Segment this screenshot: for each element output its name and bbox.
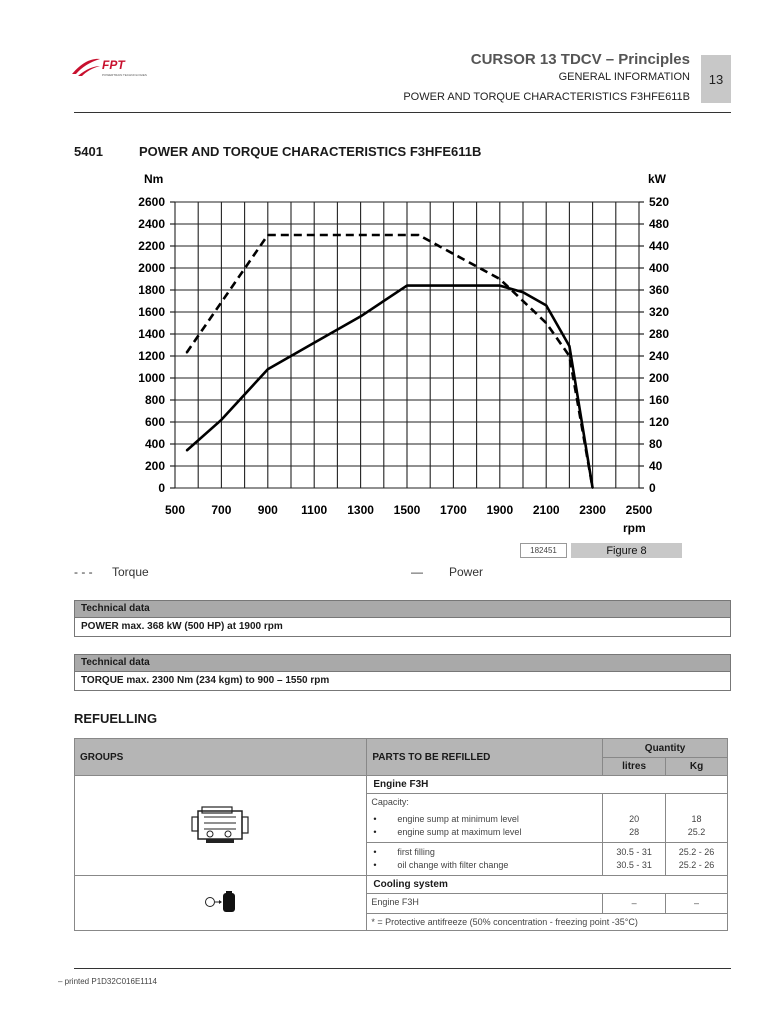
right-tick-label: 480 <box>649 217 670 231</box>
cooling-kg: – <box>666 894 728 914</box>
left-axis-label: Nm <box>144 172 164 186</box>
page-title: CURSOR 13 TDCV – Principles <box>470 51 690 68</box>
fill-kg: 25.2 - 26 25.2 - 26 <box>666 843 728 876</box>
left-tick-label: 2000 <box>138 261 165 275</box>
list-item: • engine sump at maximum level <box>373 827 522 837</box>
cooling-group-cell <box>75 876 367 931</box>
right-tick-label: 200 <box>649 371 670 385</box>
x-tick-label: 2500 <box>625 503 653 517</box>
footer-divider <box>74 968 731 969</box>
left-tick-label: 1400 <box>138 327 165 341</box>
right-tick-label: 160 <box>649 393 670 407</box>
left-tick-label: 0 <box>158 481 165 495</box>
right-tick-label: 0 <box>649 481 656 495</box>
legend-power-label: Power <box>449 565 484 579</box>
tech-data-power <box>74 600 731 637</box>
cooling-litres: – <box>603 894 666 914</box>
left-tick-label: 1800 <box>138 283 165 297</box>
capacity-label: Capacity: <box>367 794 603 811</box>
tech-data-torque <box>74 654 731 691</box>
x-tick-label: 900 <box>257 503 278 517</box>
right-tick-label: 240 <box>649 349 670 363</box>
logo-subtext: POWERTRAIN TECHNOLOGIES <box>102 73 147 77</box>
figure-id: 182451 <box>520 543 567 558</box>
power-point <box>360 316 362 318</box>
section-number: 5401 <box>74 144 103 159</box>
antifreeze-footnote: * = Protective antifreeze (50% concentration - freezing point -35°C) <box>367 914 728 931</box>
x-tick-label: 700 <box>211 503 232 517</box>
torque-point <box>267 234 269 236</box>
list-item: • first filling <box>373 847 435 857</box>
right-tick-label: 320 <box>649 305 670 319</box>
x-tick-label: 2300 <box>579 503 606 517</box>
header-subtitle-topic: POWER AND TORQUE CHARACTERISTICS F3HFE611B <box>403 91 690 103</box>
header-subtitle-general: GENERAL INFORMATION <box>558 71 690 83</box>
right-tick-label: 400 <box>649 261 670 275</box>
list-item: • oil change with filter change <box>373 860 509 870</box>
footer-text: – printed P1D32C016E1114 <box>58 977 157 986</box>
legend-power-symbol: — <box>411 565 423 579</box>
sump-items <box>367 810 603 843</box>
col-kg: Kg <box>666 758 728 776</box>
col-litres: litres <box>603 758 666 776</box>
torque-point <box>545 322 547 324</box>
x-axis-label: rpm <box>623 521 646 535</box>
torque-point <box>186 352 188 354</box>
engine-group-cell <box>75 776 367 876</box>
tech-data-heading: Technical data <box>74 600 731 618</box>
right-tick-label: 440 <box>649 239 670 253</box>
left-tick-label: 400 <box>144 437 165 451</box>
tech-data-power-value: POWER max. 368 kW (500 HP) at 1900 rpm <box>74 618 731 637</box>
right-tick-label: 520 <box>649 195 670 209</box>
fpt-logo <box>70 56 152 80</box>
torque-line <box>187 235 593 488</box>
power-point <box>186 450 188 452</box>
left-tick-label: 1000 <box>138 371 165 385</box>
col-quantity: Quantity <box>603 739 728 758</box>
power-point <box>499 285 501 287</box>
x-tick-label: 500 <box>164 503 186 517</box>
logo-text: FPT <box>102 58 125 72</box>
sump-kg: 18 25.2 <box>666 810 728 843</box>
page-number: 13 <box>701 55 731 103</box>
left-tick-labels <box>138 195 165 495</box>
power-point <box>406 285 408 287</box>
sump-litres: 20 28 <box>603 810 666 843</box>
left-tick-label: 1200 <box>138 349 165 363</box>
left-tick-label: 2600 <box>138 195 165 209</box>
right-tick-label: 120 <box>649 415 670 429</box>
power-line <box>187 286 593 488</box>
refuelling-table <box>74 738 728 931</box>
power-point <box>545 305 547 307</box>
x-tick-label: 1300 <box>347 503 374 517</box>
legend-torque-label: Torque <box>112 565 149 579</box>
torque-point <box>418 234 420 236</box>
left-tick-label: 600 <box>144 415 165 429</box>
right-tick-labels <box>649 195 669 495</box>
x-tick-labels <box>165 503 653 517</box>
left-tick-label: 1600 <box>138 305 165 319</box>
right-tick-label: 360 <box>649 283 670 297</box>
power-point <box>267 368 269 370</box>
left-tick-label: 2400 <box>138 217 165 231</box>
x-tick-label: 1900 <box>486 503 514 517</box>
col-parts: PARTS TO BE REFILLED <box>367 739 603 776</box>
left-tick-label: 800 <box>144 393 165 407</box>
header-divider <box>74 112 731 113</box>
left-tick-label: 2200 <box>138 239 165 253</box>
power-point <box>221 419 223 421</box>
fill-litres: 30.5 - 31 30.5 - 31 <box>603 843 666 876</box>
left-tick-label: 200 <box>144 459 165 473</box>
chart-grid <box>170 202 644 488</box>
power-point <box>569 345 571 347</box>
power-point <box>522 291 524 293</box>
legend-torque-symbol: - - - <box>74 565 93 579</box>
section-title: POWER AND TORQUE CHARACTERISTICS F3HFE611B <box>139 144 482 159</box>
right-tick-label: 280 <box>649 327 670 341</box>
right-tick-label: 40 <box>649 459 663 473</box>
x-tick-label: 2100 <box>532 503 560 517</box>
x-tick-label: 1700 <box>440 503 467 517</box>
x-tick-label: 1100 <box>301 503 328 517</box>
tech-data-heading: Technical data <box>74 654 731 672</box>
power-point <box>592 487 594 489</box>
figure-label: Figure 8 <box>571 543 682 558</box>
x-tick-label: 1500 <box>393 503 421 517</box>
engine-icon <box>188 805 254 845</box>
chart-series <box>186 234 594 489</box>
coolant-canister-icon <box>204 890 238 914</box>
cooling-heading: Cooling system <box>367 876 728 894</box>
tech-data-torque-value: TORQUE max. 2300 Nm (234 kgm) to 900 – 1550 rpm <box>74 672 731 691</box>
engine-heading: Engine F3H <box>367 776 728 794</box>
right-tick-label: 80 <box>649 437 663 451</box>
col-groups: GROUPS <box>75 739 367 776</box>
right-axis-label: kW <box>648 172 666 186</box>
cooling-engine: Engine F3H <box>367 894 603 914</box>
list-item: • engine sump at minimum level <box>373 814 519 824</box>
refuelling-title: REFUELLING <box>74 711 158 726</box>
power-torque-chart <box>120 168 680 538</box>
torque-point <box>499 278 501 280</box>
power-point <box>313 342 315 344</box>
fill-items <box>367 843 603 876</box>
